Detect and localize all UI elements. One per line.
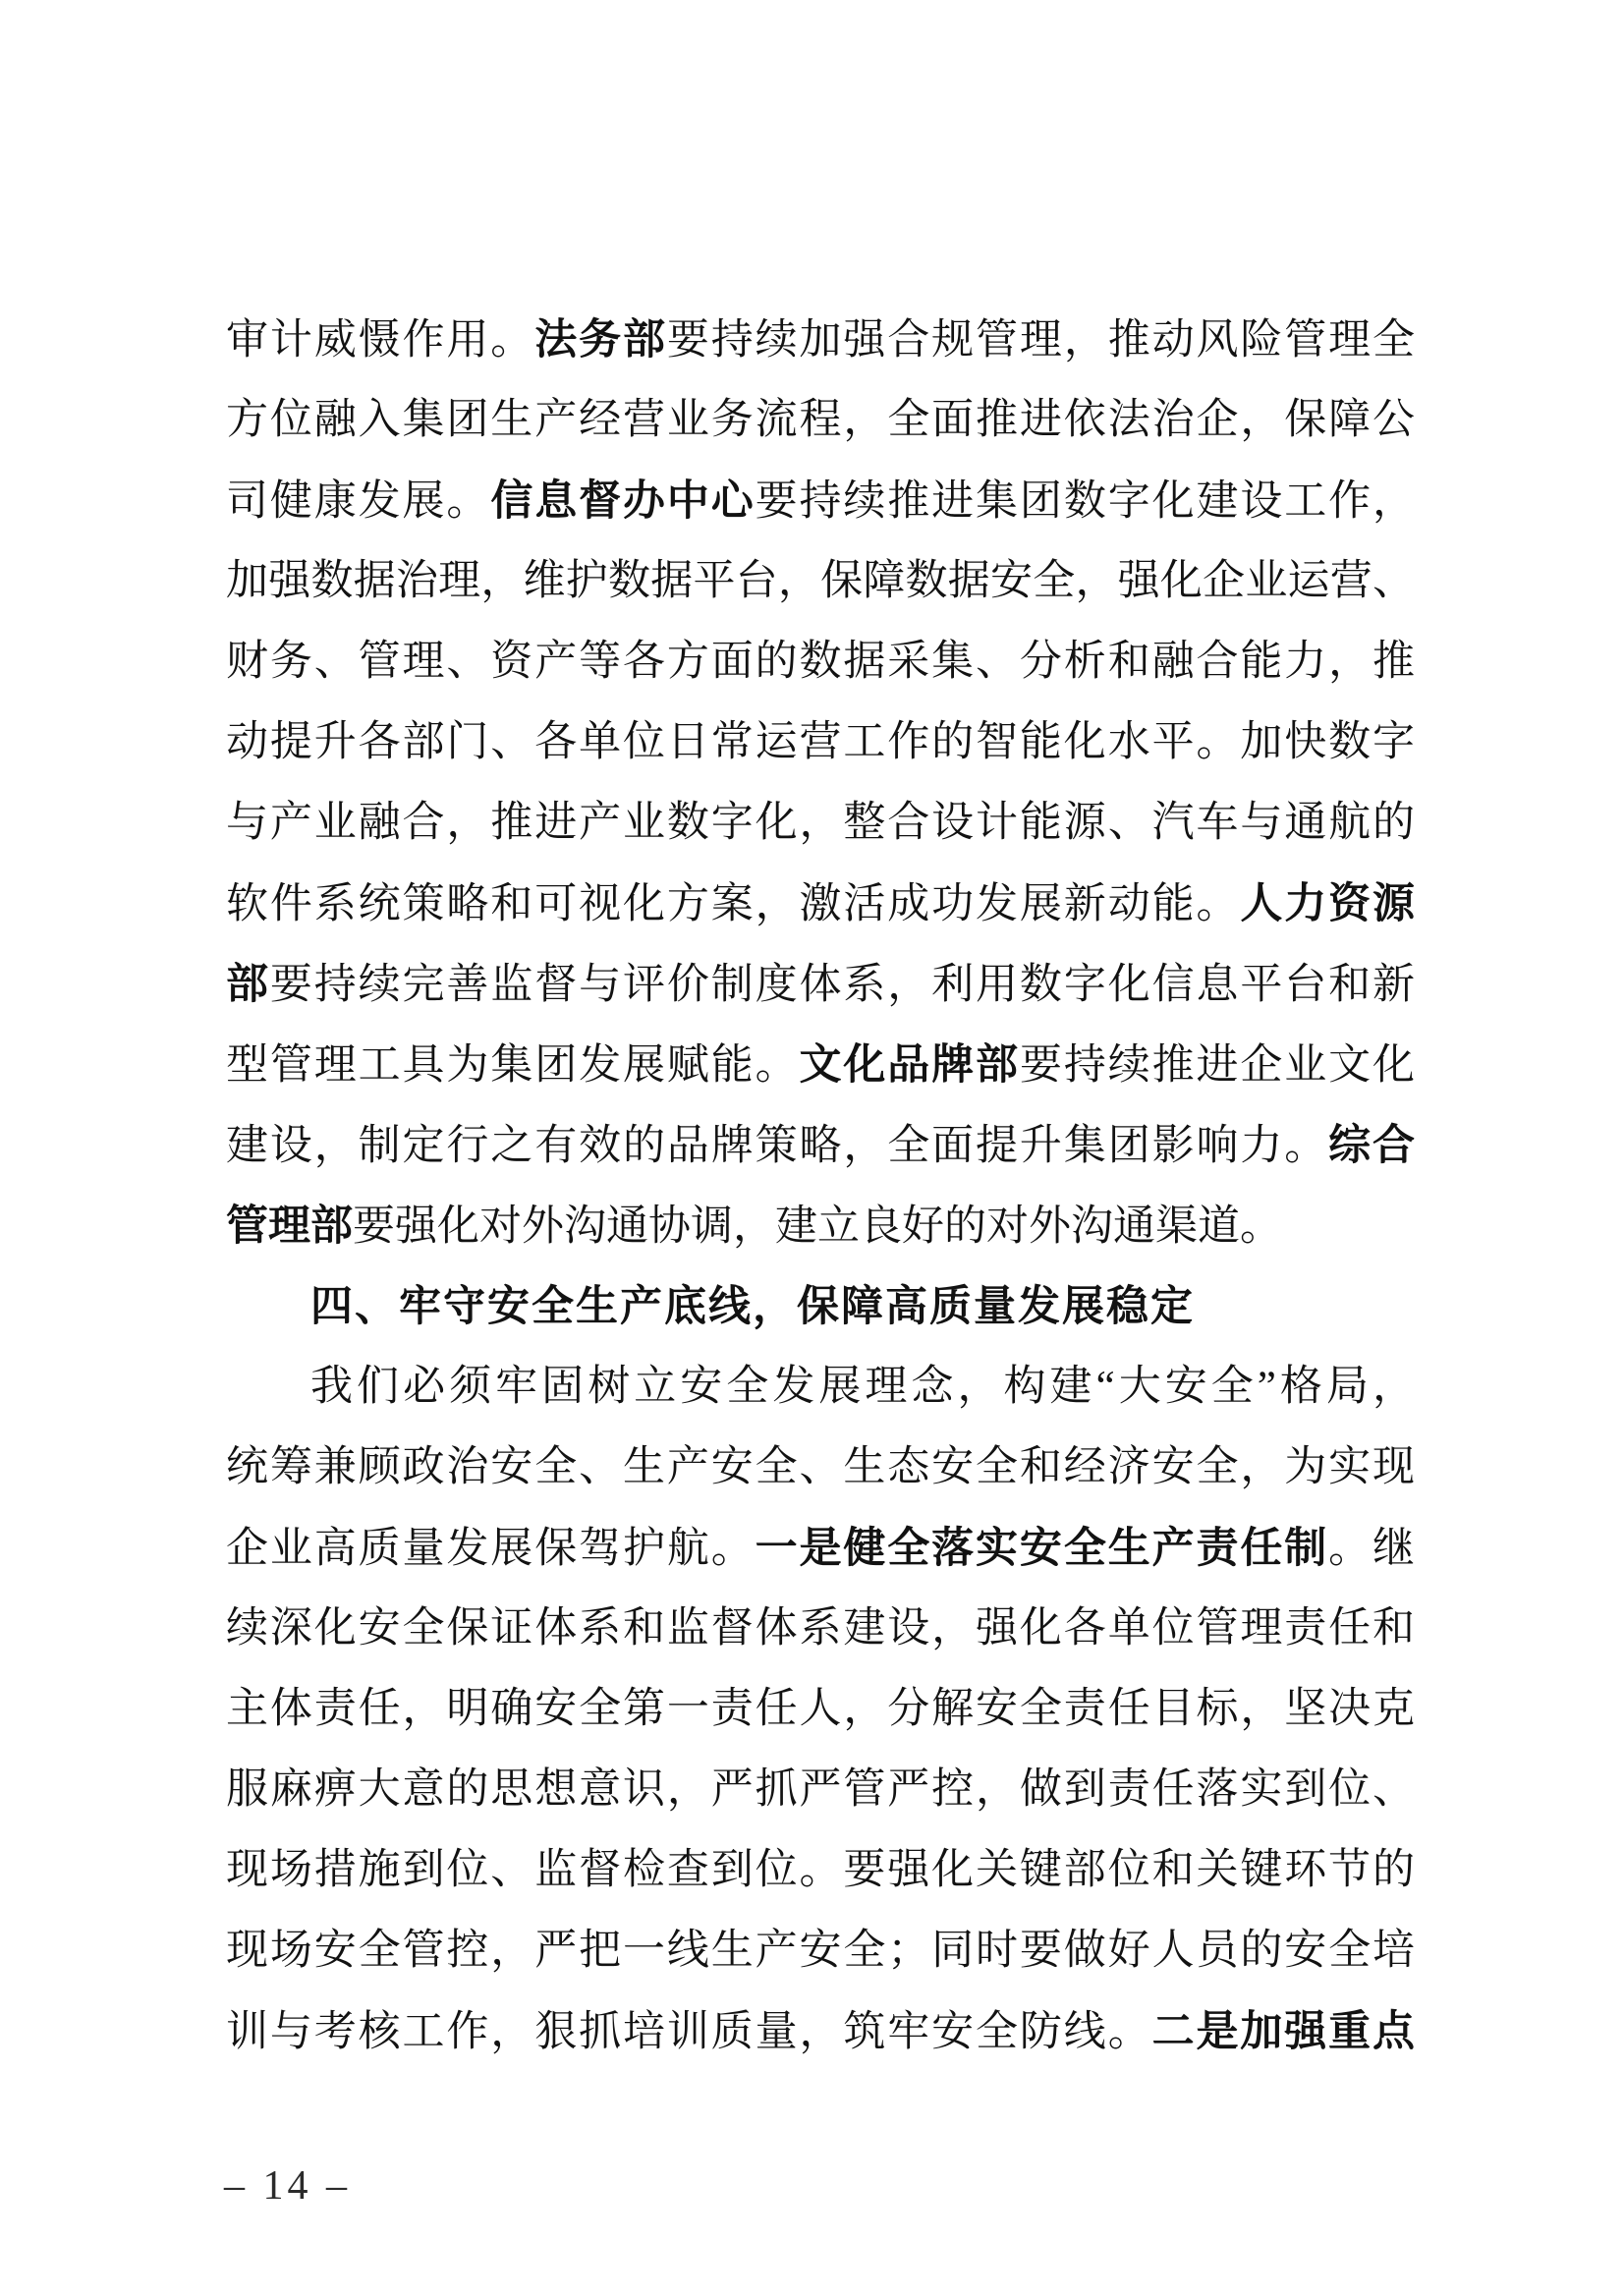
text-line bbox=[226, 380, 1415, 461]
bold-text-segment: 文化品牌部 bbox=[799, 1041, 1020, 1089]
text-line bbox=[226, 1428, 1415, 1508]
text-segment: 企业高质量发展保驾护航。 bbox=[226, 1526, 756, 1572]
text-line bbox=[226, 864, 1415, 944]
text-segment: 现场安全管控，严把一线生产安全；同时要做好人员的安全培 bbox=[226, 1928, 1415, 1974]
text-segment: 软件系统策略和可视化方案，激活成功发展新动能。 bbox=[226, 881, 1241, 927]
text-segment: 。继 bbox=[1328, 1526, 1415, 1572]
bold-text-segment: 四、牢守安全生产底线，保障高质量发展稳定 bbox=[310, 1283, 1195, 1330]
text-segment: 统筹兼顾政治安全、生产安全、生态安全和经济安全，为实现 bbox=[226, 1444, 1415, 1490]
bold-text-segment: 综合 bbox=[1328, 1122, 1415, 1169]
text-line bbox=[226, 1347, 1415, 1428]
page-number: – 14 – bbox=[224, 2163, 351, 2209]
bold-text-segment: 部 bbox=[226, 961, 270, 1008]
text-line bbox=[226, 1105, 1415, 1186]
text-segment: 要持续推进集团数字化建设工作， bbox=[755, 478, 1415, 525]
document-body bbox=[226, 300, 1415, 2072]
text-segment: 我们必须牢固树立安全发展理念，构建“大安全”格局， bbox=[310, 1364, 1415, 1410]
text-segment: 建设，制定行之有效的品牌策略，全面提升集团影响力。 bbox=[226, 1123, 1329, 1169]
text-segment: 服麻痹大意的思想意识，严抓严管严控，做到责任落实到位、 bbox=[226, 1766, 1415, 1813]
text-segment: 训与考核工作，狠抓培训质量，筑牢安全防线。 bbox=[226, 2009, 1152, 2055]
text-segment: 财务、管理、资产等各方面的数据采集、分析和融合能力，推 bbox=[226, 639, 1415, 685]
text-segment: 要持续加强合规管理，推动风险管理全 bbox=[666, 317, 1415, 364]
text-line bbox=[226, 702, 1415, 783]
text-line bbox=[226, 1750, 1415, 1830]
text-segment: 加强数据治理，维护数据平台，保障数据安全，强化企业运营、 bbox=[226, 558, 1415, 604]
text-line bbox=[226, 461, 1415, 541]
bold-text-segment: 管理部 bbox=[226, 1203, 353, 1250]
text-segment: 续深化安全保证体系和监督体系建设，强化各单位管理责任和 bbox=[226, 1605, 1415, 1652]
text-line bbox=[226, 300, 1415, 380]
bold-text-segment: 人力资源 bbox=[1240, 880, 1415, 927]
text-line bbox=[226, 1186, 1415, 1266]
text-segment: 方位融入集团生产经营业务流程，全面推进依法治企，保障公 bbox=[226, 397, 1415, 443]
text-segment: 要持续完善监督与评价制度体系，利用数字化信息平台和新 bbox=[269, 962, 1415, 1008]
text-segment: 要持续推进企业文化 bbox=[1019, 1042, 1415, 1089]
text-line bbox=[226, 1025, 1415, 1105]
bold-text-segment: 一是健全落实安全生产责任制 bbox=[755, 1525, 1329, 1572]
text-line bbox=[226, 1508, 1415, 1589]
text-line bbox=[226, 1991, 1415, 2072]
text-segment: 现场措施到位、监督检查到位。要强化关键部位和关键环节的 bbox=[226, 1847, 1415, 1893]
text-line bbox=[226, 783, 1415, 864]
text-line bbox=[226, 944, 1415, 1025]
text-segment: 与产业融合，推进产业数字化，整合设计能源、汽车与通航的 bbox=[226, 800, 1415, 846]
bold-text-segment: 二是加强重点 bbox=[1151, 2008, 1415, 2055]
text-line bbox=[226, 1911, 1415, 1991]
text-segment: 主体责任，明确安全第一责任人，分解安全责任目标，坚决克 bbox=[226, 1686, 1415, 1732]
text-line bbox=[226, 1669, 1415, 1750]
text-line bbox=[226, 1589, 1415, 1669]
text-line bbox=[226, 622, 1415, 702]
text-line bbox=[226, 1830, 1415, 1911]
section-heading bbox=[226, 1266, 1415, 1347]
text-segment: 要强化对外沟通协调，建立良好的对外沟通渠道。 bbox=[353, 1204, 1282, 1250]
text-segment: 司健康发展。 bbox=[226, 478, 491, 525]
text-segment: 审计威慑作用。 bbox=[226, 317, 535, 364]
text-segment: 型管理工具为集团发展赋能。 bbox=[226, 1042, 800, 1089]
bold-text-segment: 法务部 bbox=[534, 316, 667, 364]
text-segment: 动提升各部门、各单位日常运营工作的智能化水平。加快数字 bbox=[226, 719, 1415, 765]
text-line bbox=[226, 541, 1415, 622]
bold-text-segment: 信息督办中心 bbox=[490, 477, 756, 525]
